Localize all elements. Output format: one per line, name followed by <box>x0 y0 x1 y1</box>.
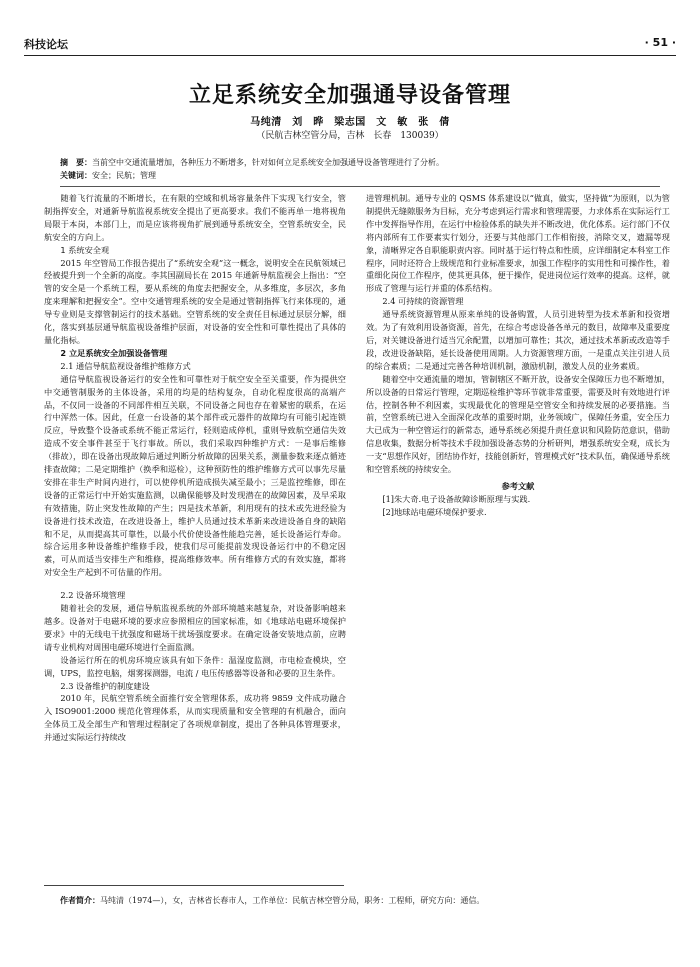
abstract-rule <box>60 186 660 187</box>
reference-item: [1]朱大奇.电子设备故障诊断原理与实践. <box>382 493 531 504</box>
keywords-line <box>60 169 660 182</box>
section-2-4-paragraph-a: 通导系统资源管理从原来单纯的设备购置，人员引进转型为技术革新和投资增效。为了有效利用设备资源，首先，在综合考虑设备各单元的数目，故障率及重要度后，对关键设备进行适当冗余配置，以增加可靠性；其次，通过技术革新或改造等手段，改进设备缺陷，延长设备使用周期。人力资源管理方面，一是重点关注引进人员的综合素质；二是通过完善各种培训机制，激励机制，激发人员的业务素质。 <box>366 309 670 371</box>
section-2-2-paragraph-b: 设备运行所在的机房环境应该具有如下条件：温湿度监测，市电检查模块，空调，UPS，监控电脑，烟雾探测器，电流 / 电压传感器等设备和必要的卫生条件。 <box>44 654 346 678</box>
continued-paragraph: 进管理机制。通导专业的 QSMS 体系建设以“做真，做实，坚持做”为原则，以为管制提供无缝隙服务为目标，充分考虑到运行需求和管理需要，力求体系在实际运行工作中发挥指导作用，在运行中检验体系的缺失并不断改进，优化体系。运行部门不仅将内部所有工作要素实行划分，还要与其他部门工作相衔接，消除交叉，遗漏等现象，清晰界定各自职能职责内容。同时基于运行特点和性质，应详细制定本科室工作程序，同时还符合上级规范和行业标准要求，加强工作程序的实用性和可操作性，着重细化岗位工作程序，使其更具体，便于操作，促进岗位运行效率的提高。这样，就形成了管理与运行并重的体系结构。 <box>366 193 670 294</box>
section-2-2-paragraph-a: 随着社会的发展，通信导航监视系统的外部环境越来越复杂，对设备影响越来越多。设备对于电磁环境的要求应参照相应的国家标准，如《地球站电磁环境保护要求》中的无线电干扰强度和磁场干扰场强度要求。在确定设备安装地点前，应聘请专业机构对周围电磁环境进行全面监测。 <box>44 603 346 652</box>
section-2-3-heading: 2.3 设备维护的制度建设 <box>60 680 150 691</box>
page-number: · 51 · <box>644 36 676 49</box>
footnote-rule <box>44 885 344 886</box>
section-2-1-paragraph: 通信导航监视设备运行的安全性和可靠性对于航空安全至关重要，作为提供空中交通管制服务的主体设备，采用的均是的结构复杂，自动化程度很高的高端产品，不仅同一设备的不同部件相互关联，不同设备之间也存在着紧密的联系，在运行中浑然一体。因此，任意一台设备的某个部件或元器件的故障均有可能引起连锁反应，导致整个设备或系统不能正常运行，轻则造成停机，重则导致航空通信失效造成不安全事件甚至于飞行事故。所以，我们采取四种维护方式：一是事后维修（排故），即在设备出现故障后通过判断分析故障的因果关系，测量参数来逐点循迹排查故障；二是定期维护（换季和巡检），这种预防性的维护维修方式可以事先尽量安排在非生产时间内进行，可以使停机所造成损失减至最小；三是监控维修，即在设备的正常运行中开始实施监测，以确保能够及时发现潜在的故障因素，及早采取有效措施，防止突发性故障的产生；四是技术革新，利用现有的技术或先进经验为设备进行技术改造，在改进设备上，维护人员通过技术革新来改进设备自身的缺陷和不足，从而提高其可靠性，以最小代价使设备性能趋完善，延长设备运行寿命。综合运用多种设备维护维修手段，使我们尽可能提前发现设备运行中的不稳定因素，可从而适当安排生产和维修，提高维修效率。所有维修方式的有效实施，都将对安全生产起到不可估量的作用。 <box>44 373 346 578</box>
footnote-text: 马纯清（1974—），女，吉林省长春市人，工作单位：民航吉林空管分局，职务：工程师，研究方向：通信。 <box>100 896 485 905</box>
article-affiliation: （民航吉林空管分局，吉林 长春 130039） <box>256 131 444 141</box>
article-title: 立足系统安全加强通导设备管理 <box>188 83 511 108</box>
section-2-2-heading: 2.2 设备环境管理 <box>60 590 126 601</box>
author-footnote <box>60 895 660 906</box>
section-2-4-heading: 2.4 可持续的资源管理 <box>382 296 464 307</box>
section-1-paragraph: 2015 年空管局工作报告提出了“系统安全观”这一概念，说明安全在民航领域已经被提升到一个全新的高度。李其国副局长在 2015 年通新导航监视会上指出：“空管的安全是一个系统工程，要从系统的角度去把握安全，从多维度，多层次，多角度来理解和把握安全”。空中交通管理系统的安全是通过管制指挥飞行来体现的，通导专业则是支撑管制运行的技术基础。空管系统的安全责任目标通过层层分解，细化，落实到基层通导航监视设备维护层面，对设备的安全性和可靠性提出了具体的量化指标。 <box>44 257 347 345</box>
abstract-block <box>60 156 660 182</box>
right-column <box>366 192 670 519</box>
footnote-label: 作者简介： <box>60 896 100 905</box>
abstract-label: 摘 要： <box>60 158 92 167</box>
keywords-label: 关键词： <box>60 171 92 180</box>
intro-paragraph: 随着飞行流量的不断增长，在有限的空域和机场容量条件下实现飞行安全，管制指挥安全，对通新导航监视系统安全提出了更高要求。我们不能再单一地将视角局限于本岗，本部门上，而是应该将视角扩展到通导系统安全，空管系统安全，民航安全的方向上。 <box>44 193 346 242</box>
abstract-line <box>60 156 660 169</box>
section-2-4-paragraph-b: 随着空中交通流量的增加，管制辖区不断开放，设备安全保障压力也不断增加，所以设备的日常运行管理，定期巡检维护等环节就非常重要，需要及时有效地进行评估，控制各种不利因素，实现最优化的管理是空管安全和持续发展的必要措施。当前，空管系统已进入全面深化改革的重要时期，业务领域广，保障任务重，安全压力大已成为一种空管运行的新常态，通导系统必须提升责任意识和风险防范意识，借助信息收集，数据分析等技术手段加强设备态势的分析研判，增强系统安全观，成长为一支“思想作风好，团结协作好，技能创新好，管理模式好”技术队伍，确保通导系统和空管系统的持续安全。 <box>366 373 670 475</box>
journal-name: 科技论坛 <box>24 38 68 51</box>
section-2-1-heading: 2.1 通信导航监视设备维护维修方式 <box>60 360 191 371</box>
section-2-3-paragraph: 2010 年，民航空管系统全面推行安全管理体系，成功将 9859 文件成功融合入 ISO9001:2000 规范化管理体系，从而实现质量和安全管理的有机融合，面向全体员工及全部生产和管理过程制定了各项规章制度，提出了各种具体管理要求，并通过实际运行持续改 <box>44 693 346 743</box>
running-header <box>24 36 676 50</box>
article-authors: 马纯清 刘 晔 梁志国 文 敏 张 倩 <box>250 117 450 128</box>
keywords-text: 安全；民航；管理 <box>92 171 156 180</box>
left-column <box>44 192 346 744</box>
references-heading: 参考文献 <box>501 480 535 491</box>
reference-item: [2]地球站电磁环境保护要求. <box>382 506 487 517</box>
section-1-heading: 1 系统安全观 <box>60 244 110 255</box>
header-rule <box>24 55 676 56</box>
abstract-text: 当前空中交通流量增加，各种压力不断增多，针对如何立足系统安全加强通导设备管理进行了分析。 <box>92 158 444 167</box>
section-2-heading: 2 立足系统安全加强设备管理 <box>60 347 168 358</box>
